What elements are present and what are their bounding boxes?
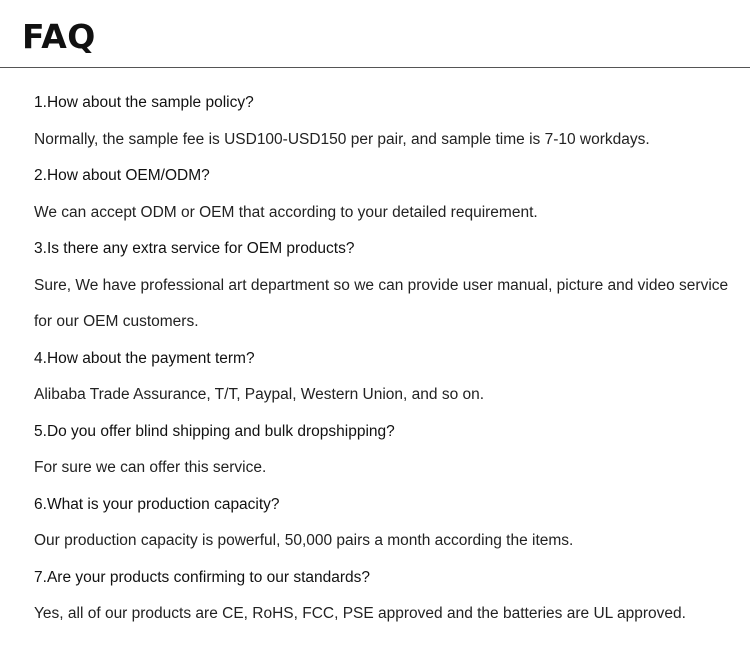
title-divider	[0, 67, 750, 68]
faq-item-1	[34, 85, 734, 158]
faq-question	[34, 414, 734, 451]
faq-question-text: How about the payment term?	[46, 349, 255, 367]
faq-number: 3.	[34, 240, 47, 257]
faq-item-7	[34, 560, 734, 633]
faq-answer: We can accept ODM or OEM that according to your detailed requirement.	[34, 203, 538, 221]
faq-question-text: How about OEM/ODM?	[46, 167, 210, 184]
page-title: FAQ	[22, 17, 96, 56]
faq-item-6	[34, 487, 734, 560]
faq-answer: Normally, the sample fee is USD100-USD150 per pair, and sample time is 7-10 workdays.	[34, 130, 650, 148]
faq-number: 1.	[34, 94, 47, 111]
faq-question	[34, 341, 734, 378]
faq-question	[34, 158, 734, 195]
faq-list	[34, 85, 734, 633]
faq-question-text: Are your products confirming to our standards?	[46, 568, 371, 586]
faq-number: 5.	[34, 422, 47, 440]
faq-question-text: Do you offer blind shipping and bulk dropshipping?	[46, 422, 395, 440]
faq-answer: Our production capacity is powerful, 50,000 pairs a month according the items.	[34, 532, 574, 549]
faq-number: 2.	[34, 167, 47, 184]
faq-answer: Sure, We have professional art department so we can provide user manual, picture and video service for our OEM customers.	[34, 276, 729, 330]
faq-item-3	[34, 231, 734, 341]
faq-item-4	[34, 341, 734, 414]
faq-question	[34, 487, 734, 524]
faq-item-2	[34, 158, 734, 231]
faq-question	[34, 231, 734, 268]
faq-question-text: What is your production capacity?	[46, 495, 280, 513]
faq-question-text: Is there any extra service for OEM products?	[46, 240, 355, 257]
faq-answer: Yes, all of our products are CE, RoHS, FCC, PSE approved and the batteries are UL approved.	[34, 605, 686, 622]
faq-answer: Alibaba Trade Assurance, T/T, Paypal, Western Union, and so on.	[34, 386, 485, 403]
faq-item-5	[34, 414, 734, 487]
faq-question-text: How about the sample policy?	[46, 94, 254, 111]
faq-question	[34, 560, 734, 597]
faq-number: 6.	[34, 495, 47, 513]
faq-number: 7.	[34, 568, 47, 586]
faq-number: 4.	[34, 349, 47, 367]
faq-question	[34, 85, 734, 122]
faq-answer: For sure we can offer this service.	[34, 459, 267, 476]
